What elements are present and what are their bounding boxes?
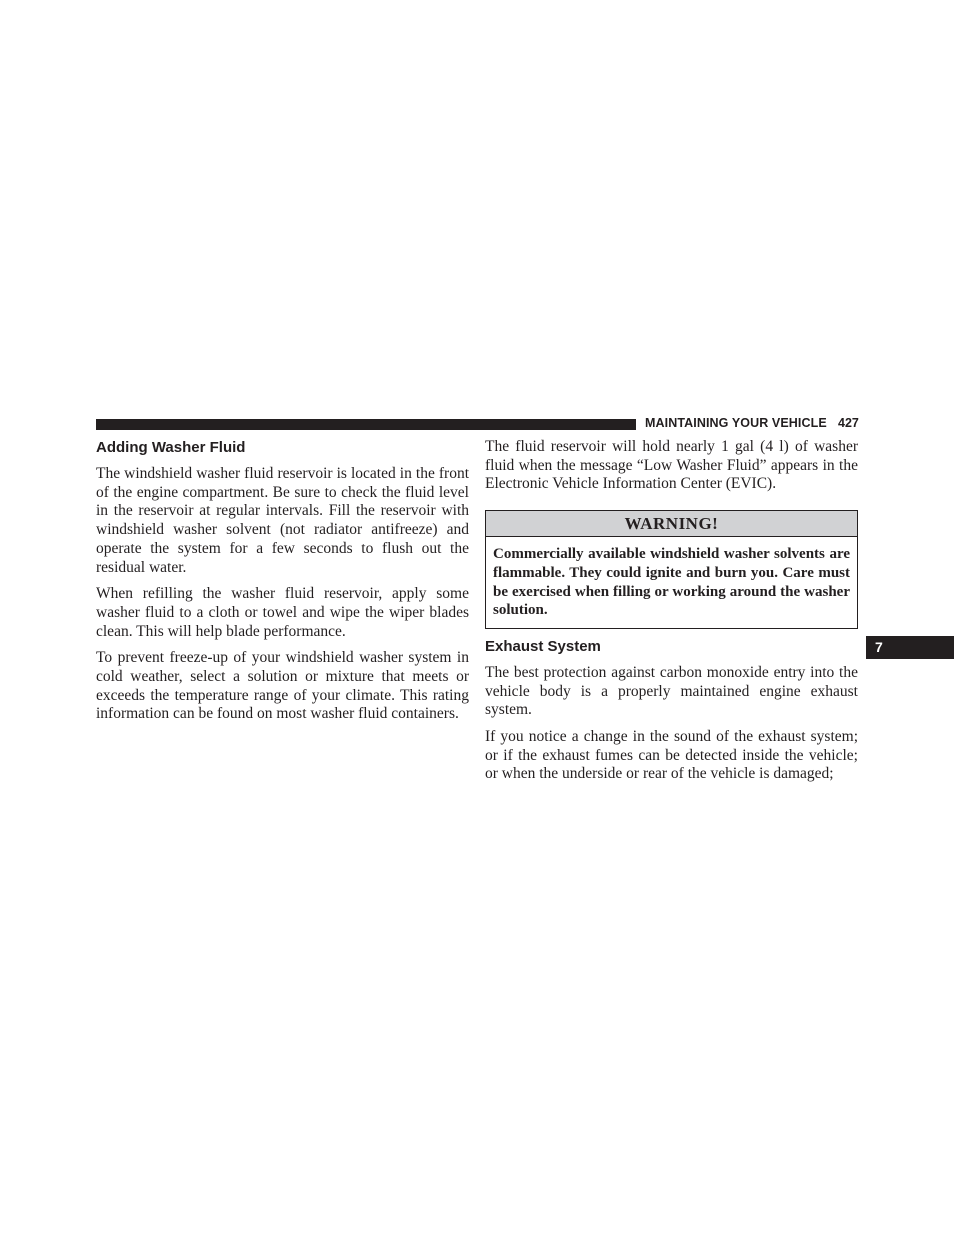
left-column — [96, 438, 469, 732]
warning-box — [485, 510, 858, 629]
paragraph: The windshield washer fluid reservoir is located in the front of the engine compartment. Be sure to check the fluid level in the reservoir at regular intervals. Fill the reservoir with windshield washer solvent (not radiator antifreeze) and operate the system for a few seconds to flush out the residual water. — [96, 465, 469, 576]
chapter-tab: 7 — [866, 636, 954, 659]
running-header-title: MAINTAINING YOUR VEHICLE — [645, 416, 827, 430]
paragraph: When refilling the washer fluid reservoir, apply some washer fluid to a cloth or towel and wipe the wiper blades clean. This will help blade performance. — [96, 585, 469, 640]
paragraph: To prevent freeze-up of your windshield washer system in cold weather, select a solution or mixture that meets or exceeds the temperature range of your climate. This rating information can be found on most washer fluid containers. — [96, 649, 469, 723]
paragraph: The fluid reservoir will hold nearly 1 gal (4 l) of washer fluid when the message “Low Washer Fluid” appears in the Electronic Vehicle Information Center (EVIC). — [485, 438, 858, 493]
warning-title: WARNING! — [486, 511, 857, 537]
warning-text: Commercially available windshield washer solvents are flammable. They could ignite and burn you. Care must be exercised when filling or working around the washer solution. — [493, 546, 850, 619]
section-heading-exhaust-system: Exhaust System — [485, 637, 601, 655]
right-column — [485, 438, 858, 792]
header-rule — [96, 419, 636, 430]
page-number: 427 — [838, 416, 859, 430]
section-heading-washer-fluid: Adding Washer Fluid — [96, 439, 246, 456]
paragraph: The best protection against carbon monoxide entry into the vehicle body is a properly maintained engine exhaust system. — [485, 663, 858, 719]
paragraph: If you notice a change in the sound of the exhaust system; or if the exhaust fumes can be detected inside the vehicle; or when the underside or rear of the vehicle is damaged; — [485, 728, 858, 783]
